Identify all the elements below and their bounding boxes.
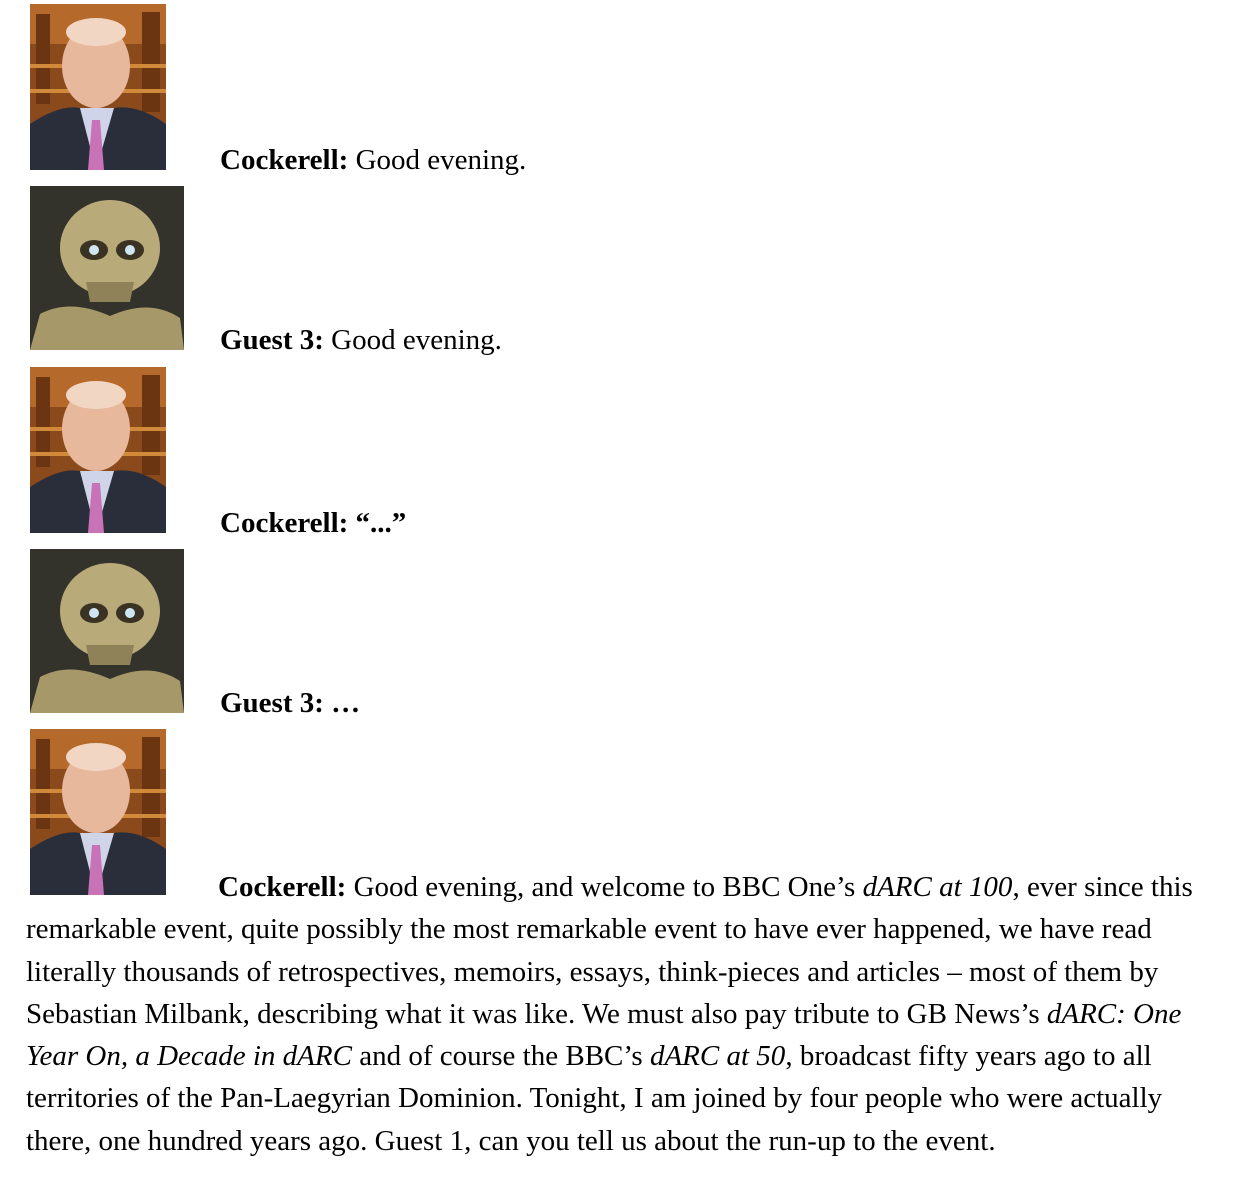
speaker-name: Cockerell: “...” (220, 507, 407, 539)
final-paragraph (26, 866, 1226, 1162)
cockerell-portrait-icon (30, 367, 166, 533)
dialogue-text: Good evening. (348, 144, 527, 176)
cockerell-portrait-icon (30, 4, 166, 170)
speaker-name: Cockerell: (218, 871, 347, 903)
programme-title: dARC: One Year On, a Decade in dARC (26, 997, 1182, 1073)
dialogue-text: Good evening. (323, 324, 502, 356)
dialogue-line (220, 143, 526, 177)
programme-title: dARC at 100 (862, 871, 1013, 903)
dialogue-line (220, 323, 502, 357)
dialogue-line (220, 686, 360, 720)
skeleton-portrait-icon (30, 186, 184, 350)
programme-title: dARC at 50 (649, 1040, 786, 1073)
paragraph-text: Good evening, and welcome to BBC One’s (346, 871, 863, 903)
skeleton-portrait-icon (30, 549, 184, 713)
dialogue-line (220, 506, 406, 540)
speaker-name: Guest 3: (220, 324, 324, 356)
speaker-name: Guest 3: … (220, 687, 361, 719)
paragraph-text: , ever since this remarkable event, quite possibly the most remarkable event to have ever happened, we have read literally thousands of retrospectives, memoirs, essays, think-pieces and articles – most of them by Sebastian Milbank, describing what it was like. We must also pay tribute to GB News’s (26, 871, 1193, 1030)
speaker-name: Cockerell: (220, 144, 349, 176)
paragraph-text: , broadcast fifty years ago to all territories of the Pan-Laegyrian Dominion. Tonight, I am joined by four people who were actually there, one hundred years ago. Guest 1, can you tell us about the run-up to the event. (26, 1040, 1163, 1157)
paragraph-text: and of course the BBC’s (351, 1040, 650, 1073)
